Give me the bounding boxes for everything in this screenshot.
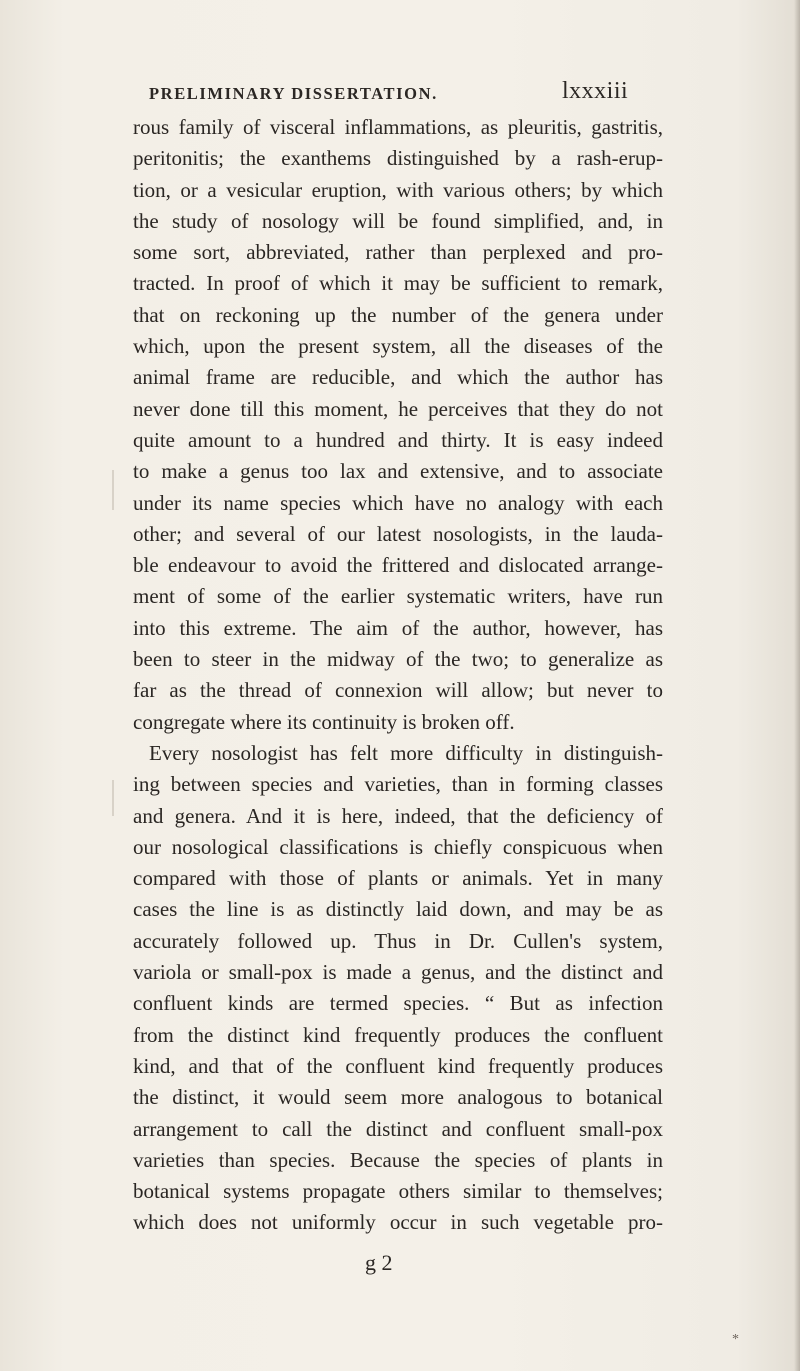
body-text	[133, 112, 663, 1239]
text-line: cases the line is as distinctly laid down, and may be as	[133, 897, 663, 922]
text-line: from the distinct kind frequently produces the confluent	[133, 1022, 663, 1047]
text-line: animal frame are reducible, and which the author has	[133, 365, 663, 390]
ink-mark: *	[732, 1332, 739, 1347]
page-title: PRELIMINARY DISSERTATION.	[149, 84, 438, 103]
text-line: the study of nosology will be found simplified, and, in	[133, 208, 663, 233]
text-line: ble endeavour to avoid the frittered and dislocated arrange-	[133, 553, 663, 578]
text-line: that on reckoning up the number of the genera under	[133, 302, 663, 327]
text-line: which does not uniformly occur in such vegetable pro-	[133, 1210, 663, 1235]
text-line: Every nosologist has felt more difficulty in distinguish-	[149, 740, 663, 765]
text-line: which, upon the present system, all the diseases of the	[133, 334, 663, 359]
text-line: arrangement to call the distinct and confluent small-pox	[133, 1116, 663, 1141]
text-line: congregate where its continuity is broken off.	[133, 709, 515, 734]
text-line: botanical systems propagate others similar to themselves;	[133, 1179, 663, 1204]
text-line: to make a genus too lax and extensive, and to associate	[133, 459, 663, 484]
text-line: tracted. In proof of which it may be sufficient to remark,	[133, 271, 663, 296]
text-line: confluent kinds are termed species. “ But as infection	[133, 991, 663, 1016]
text-line: under its name species which have no analogy with each	[133, 490, 663, 515]
text-line: the distinct, it would seem more analogous to botanical	[133, 1085, 663, 1110]
text-line: kind, and that of the confluent kind frequently produces	[133, 1053, 663, 1078]
text-line: some sort, abbreviated, rather than perplexed and pro-	[133, 240, 663, 265]
page-number: lxxxiii	[562, 78, 629, 104]
text-line: far as the thread of connexion will allow; but never to	[133, 678, 663, 703]
text-line: accurately followed up. Thus in Dr. Cullen's system,	[133, 928, 663, 953]
text-line: rous family of visceral inflammations, as pleuritis, gastritis,	[133, 115, 663, 139]
margin-fold-mark	[112, 470, 114, 510]
text-line: quite amount to a hundred and thirty. It is easy indeed	[133, 427, 663, 452]
text-line: ment of some of the earlier systematic writers, have run	[133, 584, 663, 609]
text-line: other; and several of our latest nosologists, in the lauda-	[133, 521, 663, 546]
text-line: ing between species and varieties, than in forming classes	[133, 772, 663, 797]
text-line: our nosological classifications is chiefly conspicuous when	[133, 834, 663, 859]
margin-fold-mark	[112, 780, 114, 816]
text-line: into this extreme. The aim of the author, however, has	[133, 615, 663, 640]
running-head	[0, 78, 800, 108]
text-line: never done till this moment, he perceives that they do not	[133, 396, 663, 421]
text-line: variola or small-pox is made a genus, and the distinct and	[133, 960, 663, 985]
text-line: compared with those of plants or animals. Yet in many	[133, 866, 663, 891]
text-line: varieties than species. Because the species of plants in	[133, 1147, 663, 1172]
text-line: and genera. And it is here, indeed, that the deficiency of	[133, 803, 663, 828]
text-line: peritonitis; the exanthems distinguished by a rash-erup-	[133, 146, 663, 171]
text-line: tion, or a vesicular eruption, with various others; by which	[133, 177, 663, 202]
signature-mark: g 2	[365, 1250, 393, 1275]
text-line: been to steer in the midway of the two; to generalize as	[133, 647, 663, 672]
page-edge-shadow	[794, 0, 800, 1371]
